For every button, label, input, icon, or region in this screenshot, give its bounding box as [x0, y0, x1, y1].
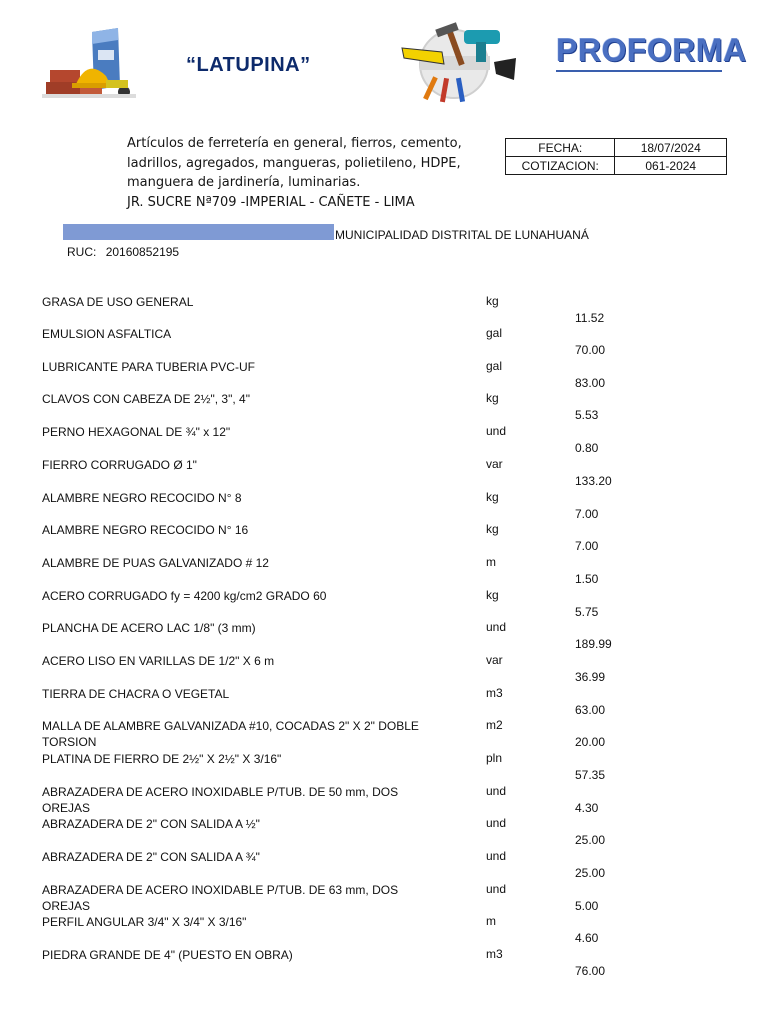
item-unit: kg — [486, 391, 499, 405]
list-item — [0, 588, 768, 621]
item-description: PIEDRA GRANDE DE 4" (PUESTO EN OBRA) — [42, 948, 293, 962]
cotizacion-label: COTIZACION: — [506, 157, 615, 175]
item-unit: und — [486, 620, 507, 634]
item-price: 25.00 — [575, 866, 606, 880]
item-unit: m3 — [486, 947, 503, 961]
item-unit: gal — [486, 326, 503, 340]
item-price: 7.00 — [575, 539, 599, 553]
list-item — [0, 816, 768, 849]
item-unit: m — [486, 555, 496, 569]
item-price: 5.00 — [575, 899, 599, 913]
item-description: GRASA DE USO GENERAL — [42, 295, 194, 309]
item-price: 76.00 — [575, 964, 606, 978]
list-item — [0, 849, 768, 882]
item-price: 57.35 — [575, 768, 606, 782]
item-price: 11.52 — [575, 311, 605, 325]
company-name: “LATUPINA” — [186, 54, 311, 76]
item-unit: var — [486, 457, 503, 471]
list-item — [0, 391, 768, 424]
item-description: ABRAZADERA DE ACERO INOXIDABLE P/TUB. DE 50 mm, DOS OREJAS — [42, 785, 399, 815]
item-price: 5.75 — [575, 605, 599, 619]
item-description: ACERO LISO EN VARILLAS DE 1/2" X 6 m — [42, 654, 275, 668]
item-description: EMULSION ASFALTICA — [42, 327, 172, 341]
ruc-label: RUC: — [67, 245, 97, 259]
item-unit: m3 — [486, 686, 503, 700]
item-description: ALAMBRE NEGRO RECOCIDO N° 16 — [42, 523, 249, 537]
item-unit: und — [486, 882, 507, 896]
item-description: CLAVOS CON CABEZA DE 2½", 3", 4" — [42, 392, 250, 406]
item-unit: pln — [486, 751, 503, 765]
item-unit: und — [486, 424, 507, 438]
list-item — [0, 359, 768, 392]
item-price: 25.00 — [575, 833, 606, 847]
description-line: manguera de jardinería, luminarias. — [127, 175, 361, 190]
company-address: JR. SUCRE Nª709 -IMPERIAL - CAÑETE - LIMA — [127, 194, 415, 210]
item-description: ABRAZADERA DE ACERO INOXIDABLE P/TUB. DE 63 mm, DOS OREJAS — [42, 883, 399, 913]
item-price: 63.00 — [575, 703, 606, 717]
list-item — [0, 751, 768, 784]
list-item — [0, 620, 768, 653]
list-item — [0, 457, 768, 490]
item-unit: m2 — [486, 718, 503, 732]
item-price: 36.99 — [575, 670, 606, 684]
item-unit: und — [486, 849, 507, 863]
list-item — [0, 947, 768, 980]
item-unit: var — [486, 653, 503, 667]
item-description: PERFIL ANGULAR 3/4" X 3/4" X 3/16" — [42, 915, 247, 929]
description-line: ladrillos, agregados, mangueras, polietileno, HDPE, — [127, 155, 461, 171]
cotizacion-value: 061-2024 — [615, 157, 727, 175]
item-description: ALAMBRE NEGRO RECOCIDO N° 8 — [42, 491, 242, 505]
item-price: 4.30 — [575, 801, 599, 815]
item-description: ACERO CORRUGADO fy = 4200 kg/cm2 GRADO 60 — [42, 589, 327, 603]
item-price: 1.50 — [575, 572, 599, 586]
item-price: 20.00 — [575, 735, 606, 749]
list-item — [0, 653, 768, 686]
item-price: 133.20 — [575, 474, 612, 488]
item-price: 0.80 — [575, 441, 599, 455]
list-item — [0, 882, 768, 915]
list-item — [0, 555, 768, 588]
item-price: 5.53 — [575, 408, 599, 422]
item-description: PERNO HEXAGONAL DE ¾" x 12" — [42, 425, 231, 439]
item-description: MALLA DE ALAMBRE GALVANIZADA #10, COCADAS 2" X 2" DOBLE TORSION — [42, 719, 419, 749]
list-item — [0, 490, 768, 523]
item-description: LUBRICANTE PARA TUBERIA PVC-UF — [42, 360, 255, 374]
item-description: FIERRO CORRUGADO Ø 1" — [42, 458, 197, 472]
list-item — [0, 784, 768, 817]
item-unit: kg — [486, 588, 499, 602]
item-description: PLANCHA DE ACERO LAC 1/8" (3 mm) — [42, 621, 256, 635]
item-description: ABRAZADERA DE 2" CON SALIDA A ¾" — [42, 850, 260, 864]
item-unit: m — [486, 914, 496, 928]
item-unit: kg — [486, 490, 499, 504]
item-unit: und — [486, 816, 507, 830]
list-item — [0, 326, 768, 359]
item-unit: kg — [486, 294, 499, 308]
item-unit: und — [486, 784, 507, 798]
list-item — [0, 686, 768, 719]
item-unit: kg — [486, 522, 499, 536]
list-item — [0, 424, 768, 457]
list-item — [0, 522, 768, 555]
list-item — [0, 914, 768, 947]
document-title: PROFORMA — [556, 32, 747, 68]
client-name: MUNICIPALIDAD DISTRITAL DE LUNAHUANÁ — [335, 228, 589, 242]
item-description: ABRAZADERA DE 2" CON SALIDA A ½" — [42, 817, 260, 831]
list-item — [0, 294, 768, 327]
item-price: 70.00 — [575, 343, 606, 357]
ruc-value: 20160852195 — [105, 245, 180, 259]
list-item — [0, 718, 768, 751]
item-description: ALAMBRE DE PUAS GALVANIZADO # 12 — [42, 556, 269, 570]
item-price: 4.60 — [575, 931, 599, 945]
fecha-value: 18/07/2024 — [615, 139, 727, 157]
item-description: TIERRA DE CHACRA O VEGETAL — [42, 687, 230, 701]
item-price: 189.99 — [575, 637, 612, 651]
description-line: Artículos de ferretería en general, fierros, cemento, — [127, 136, 462, 151]
item-unit: gal — [486, 359, 503, 373]
item-description: PLATINA DE FIERRO DE 2½" X 2½" X 3/16" — [42, 752, 282, 766]
item-price: 83.00 — [575, 376, 606, 390]
fecha-label: FECHA: — [506, 139, 615, 157]
item-price: 7.00 — [575, 507, 599, 521]
